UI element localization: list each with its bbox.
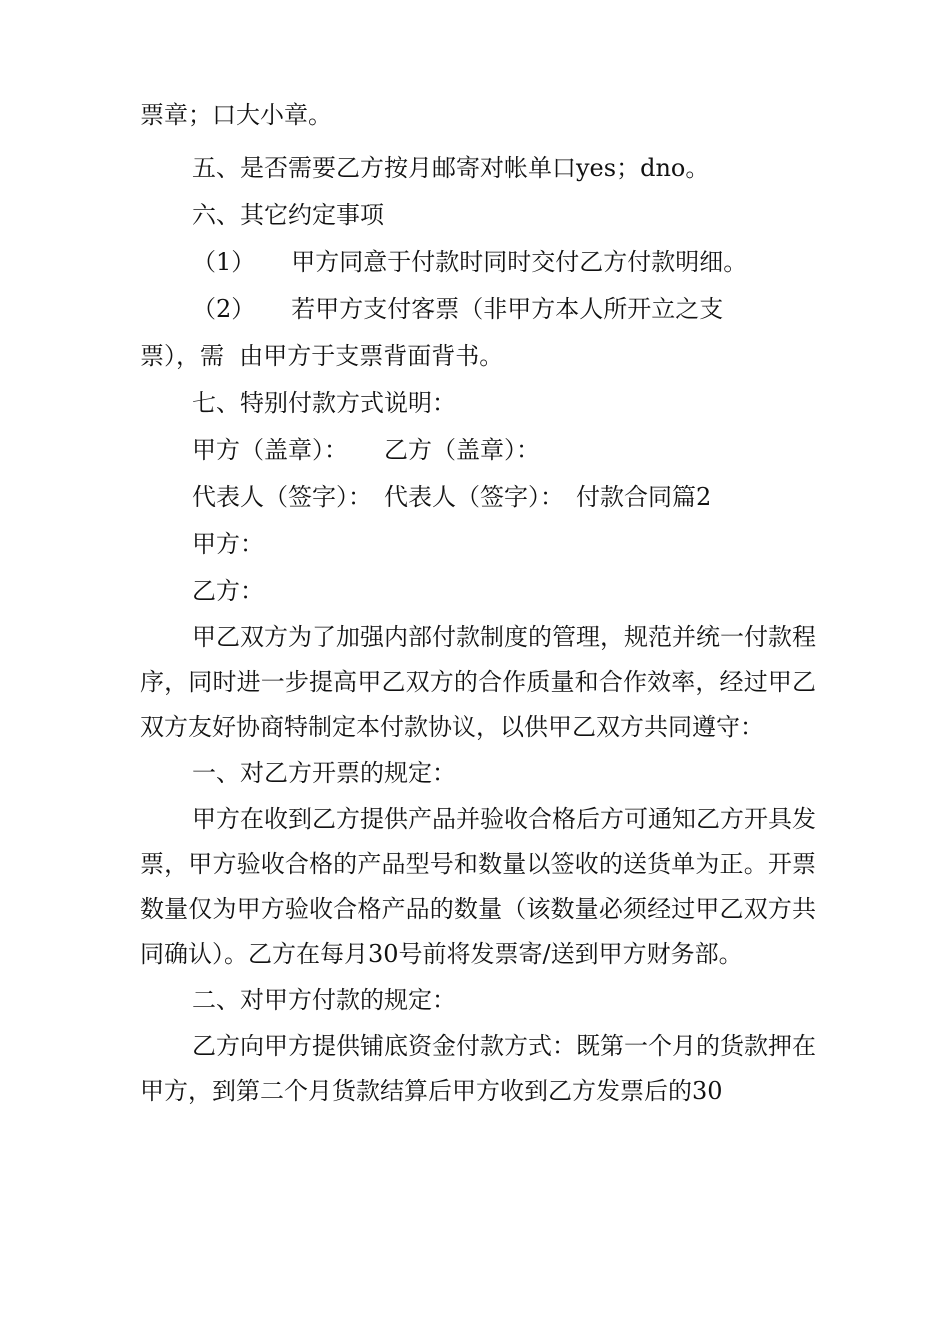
- text-line-stamp: 票章；口大小章。: [140, 101, 332, 129]
- heading-payment-rules: 二、对甲方付款的规定：: [192, 986, 456, 1014]
- document-page: [140, 92, 816, 1114]
- payment-rules-paragraph: 乙方向甲方提供铺底资金付款方式：既第一个月的货款押在甲方，到第二个月货款结算后甲方收到乙方发票后的30: [140, 1032, 816, 1105]
- text-line-statement: 五、是否需要乙方按月邮寄对帐单口yes；dno。: [192, 154, 710, 182]
- signature-line-representatives: 代表人（签字）： 代表人（签字）： 付款合同篇2: [192, 483, 712, 511]
- intro-paragraph: 甲乙双方为了加强内部付款制度的管理，规范并统一付款程序，同时进一步提高甲乙双方的合作质量和合作效率，经过甲乙双方友好协商特制定本付款协议，以供甲乙双方共同遵守：: [140, 623, 816, 741]
- invoice-rules-paragraph: 甲方在收到乙方提供产品并验收合格后方可通知乙方开具发票，甲方验收合格的产品型号和数量以签收的送货单为正。开票数量仅为甲方验收合格产品的数量（该数量必须经过甲乙双方共同确认）。乙方在每月30号前将发票寄/送到甲方财务部。: [140, 805, 816, 968]
- party-b-label: 乙方：: [192, 577, 264, 605]
- section-heading-special-payment: 七、特别付款方式说明：: [192, 389, 456, 417]
- signature-line-stamps: 甲方（盖章）： 乙方（盖章）：: [192, 436, 540, 464]
- heading-invoice-rules: 一、对乙方开票的规定：: [192, 759, 456, 787]
- term-item-2-line2: 票），需 由甲方于支票背面背书。: [140, 342, 504, 370]
- term-item-2-line1: （2） 若甲方支付客票（非甲方本人所开立之支: [192, 295, 724, 323]
- section-heading-other-terms: 六、其它约定事项: [192, 201, 384, 229]
- term-item-1: （1） 甲方同意于付款时同时交付乙方付款明细。: [192, 248, 748, 276]
- party-a-label: 甲方：: [192, 530, 264, 558]
